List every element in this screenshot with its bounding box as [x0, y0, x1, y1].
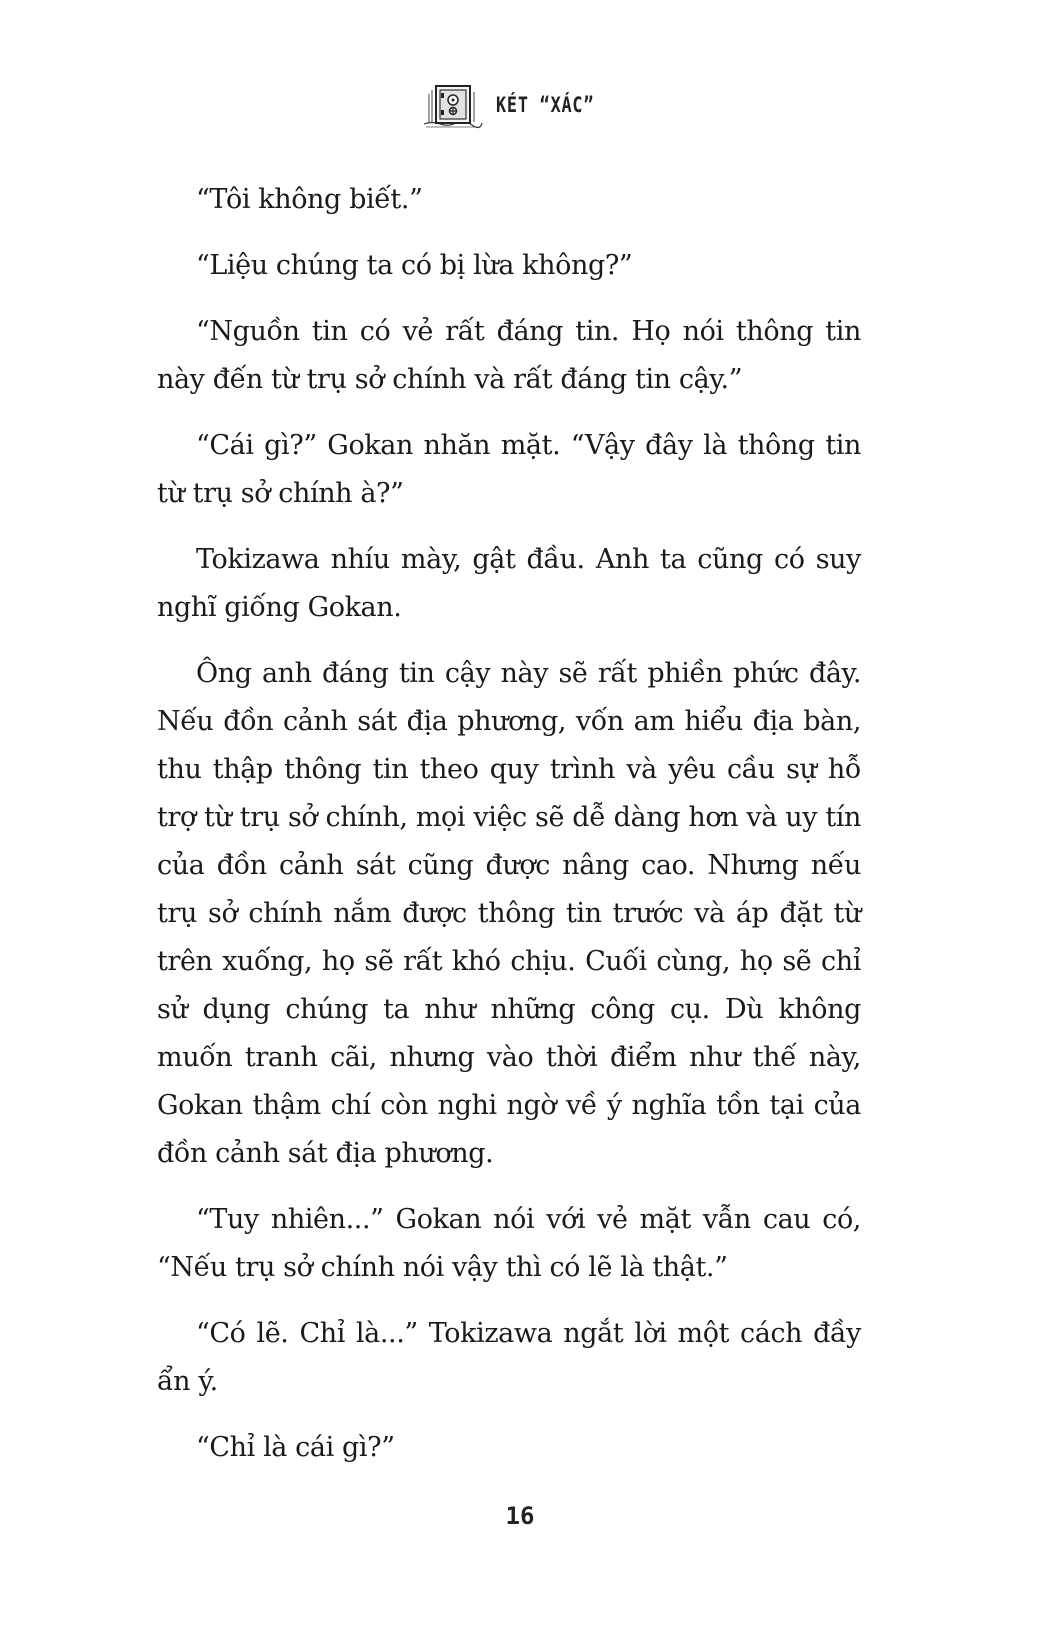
body-text [157, 176, 861, 1472]
safe-icon [422, 80, 484, 130]
paragraph: “Tôi không biết.” [196, 184, 423, 215]
running-header [0, 80, 1040, 130]
paragraph: “Chỉ là cái gì?” [196, 1432, 395, 1463]
paragraph: “Cái gì?” Gokan nhăn mặt. “Vậy đây là thông tin từ trụ sở chính à?” [157, 430, 861, 509]
running-header-title: KÉT “XÁC” [495, 93, 594, 117]
paragraph: “Nguồn tin có vẻ rất đáng tin. Họ nói thông tin này đến từ trụ sở chính và rất đáng tin cậy.” [157, 316, 861, 395]
paragraph: Ông anh đáng tin cậy này sẽ rất phiền phức đây. Nếu đồn cảnh sát địa phương, vốn am hiểu địa bàn, thu thập thông tin theo quy trình và yêu cầu sự hỗ trợ từ trụ sở chính, mọi việc sẽ dễ dàng hơn và uy tín của đồn cảnh sát cũng được nâng cao. Nhưng nếu trụ sở chính nắm được thông tin trước và áp đặt từ trên xuống, họ sẽ rất khó chịu. Cuối cùng, họ sẽ chỉ sử dụng chúng ta như những công cụ. Dù không muốn tranh cãi, nhưng vào thời điểm như thế này, Gokan thậm chí còn nghi ngờ về ý nghĩa tồn tại của đồn cảnh sát địa phương. [157, 658, 861, 1169]
page-number: 16 [505, 1502, 535, 1530]
paragraph: “Có lẽ. Chỉ là...” Tokizawa ngắt lời một cách đầy ẩn ý. [157, 1318, 861, 1397]
paragraph: “Liệu chúng ta có bị lừa không?” [196, 250, 633, 281]
paragraph: “Tuy nhiên...” Gokan nói với vẻ mặt vẫn cau có, “Nếu trụ sở chính nói vậy thì có lẽ là thật.” [157, 1204, 861, 1283]
paragraph: Tokizawa nhíu mày, gật đầu. Anh ta cũng có suy nghĩ giống Gokan. [157, 544, 861, 623]
